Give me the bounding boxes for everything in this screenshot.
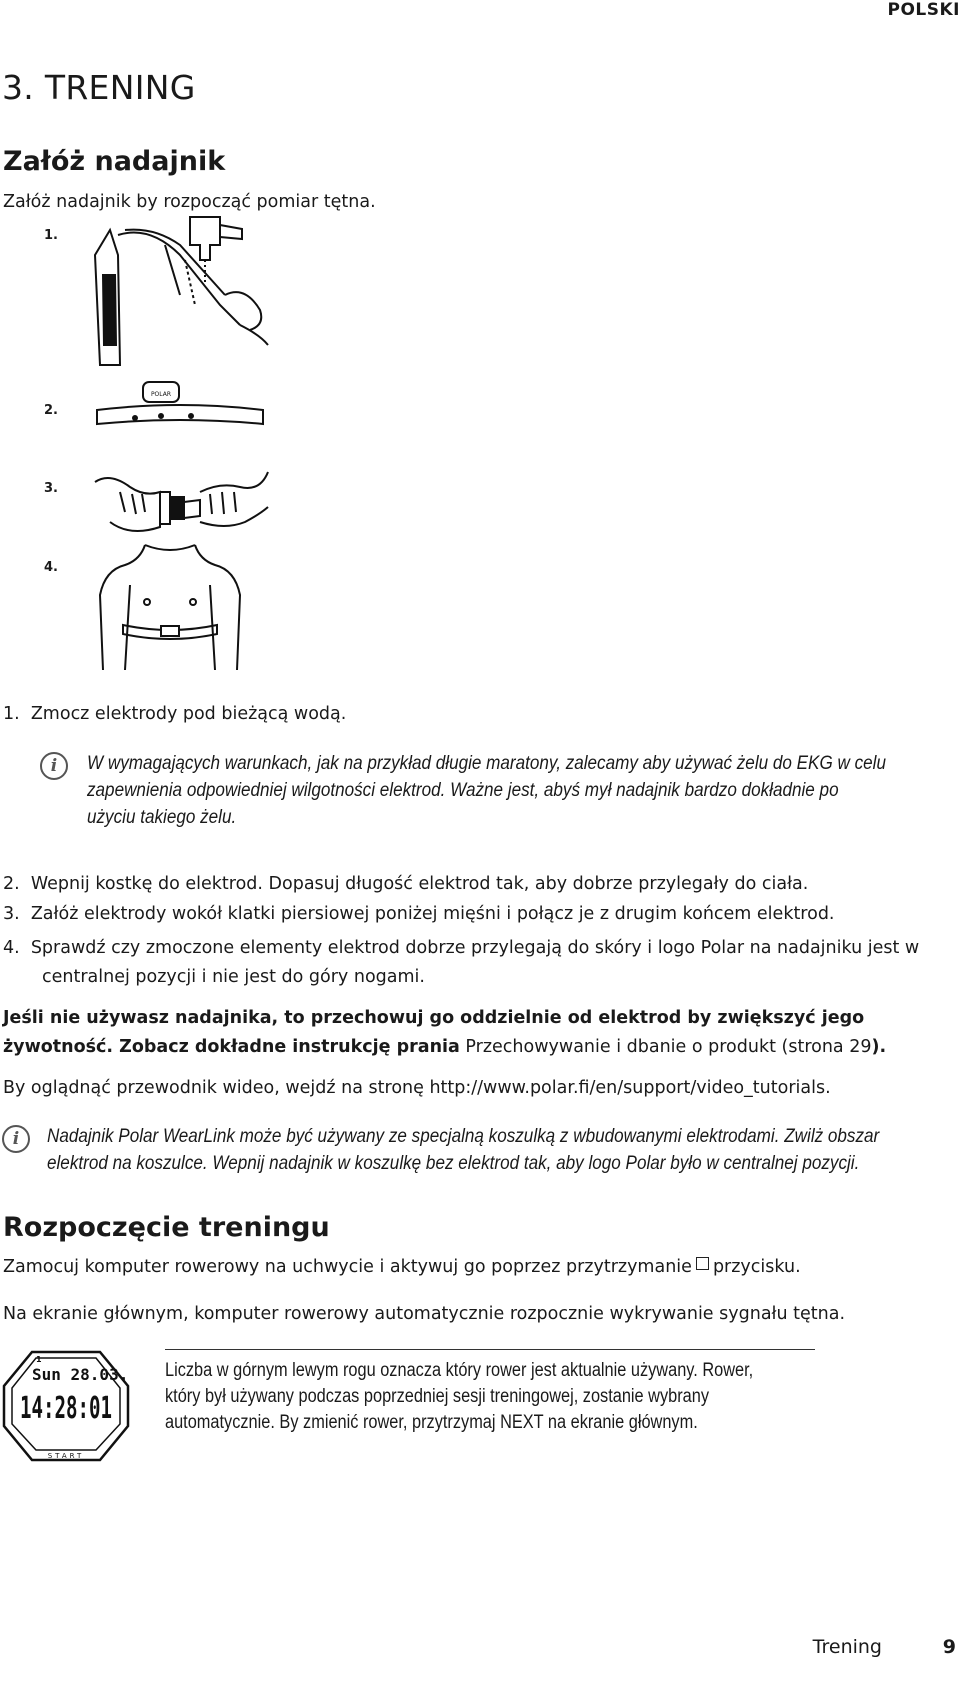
step-4: 4. Sprawdź czy zmoczone elementy elektrod dobrze przylegają do skóry i logo Polar na nadajniku jest w centralnej pozycji i nie jest do góry nogami.	[3, 938, 920, 987]
storage-instructions: Jeśli nie używasz nadajnika, to przechowuj go oddzielnie od elektrod by zwiększyć jego żywotność. Zobacz dokładne instrukcję prania Przechowywanie i dbanie o produkt (strona 29).	[3, 1008, 887, 1057]
figure-label-3: 3.	[44, 481, 58, 496]
svg-text:POLAR: POLAR	[150, 391, 172, 398]
intro-text: Załóż nadajnik by rozpocząć pomiar tętna.	[3, 192, 376, 212]
figure-label-1: 1.	[44, 228, 58, 243]
section-heading-transmitter: Załóż nadajnik	[3, 146, 226, 177]
step-3: 3. Załóż elektrody wokół klatki piersiowej poniżej mięśni i połącz je z drugim końcem elektrod.	[3, 904, 835, 924]
bike-number: 1	[36, 1355, 42, 1364]
language-label: POLSKI	[887, 0, 960, 20]
display-date: Sun 28.03.	[32, 1365, 129, 1384]
figure-label-2: 2.	[44, 403, 58, 418]
illustration-wet-electrodes	[70, 215, 270, 375]
page-number: 9	[942, 1636, 956, 1658]
video-link-text: By oglądnąć przewodnik wideo, wejdź na stronę http://www.polar.fi/en/support/video_tutorials.	[3, 1078, 831, 1098]
illustration-connect	[90, 452, 270, 542]
section-heading-training: Rozpoczęcie treningu	[3, 1212, 330, 1243]
note-shirt: Nadajnik Polar WearLink może być używany ze specjalną koszulką z wbudowanymi elektrodami. Zwilż obszar elektrod na koszulce. Wepnij nadajnik w koszulkę bez elektrod tak, aby logo Polar było w centralnej pozycji.	[47, 1126, 880, 1174]
main-screen-text: Na ekranie głównym, komputer rowerowy automatycznie rozpocznie wykrywanie sygnału tętna.	[3, 1304, 846, 1324]
chapter-title: 3. TRENING	[2, 68, 196, 107]
display-caption: Liczba w górnym lewym rogu oznacza który rower jest aktualnie używany. Rower, który był używany podczas poprzedniej sesji treningowej, zostanie wybrany automatycznie. By zmienić rower, przytrzymaj NEXT na ekranie głównym.	[165, 1360, 754, 1433]
illustration-torso	[95, 540, 245, 675]
button-square-icon	[696, 1257, 709, 1270]
note-gel: W wymagających warunkach, jak na przykład długie maratony, zalecamy aby używać żelu do EKG w celu zapewnienia odpowiedniej wilgotności elektrod. Ważne jest, abyś mył nadajnik bardzo dokładnie po użyciu takiego żelu.	[87, 753, 886, 828]
step-1: 1. Zmocz elektrody pod bieżącą wodą.	[3, 704, 347, 724]
display-time: 14:28:01	[20, 1391, 112, 1426]
caption-divider	[165, 1349, 815, 1350]
illustration-strap	[95, 380, 265, 440]
step-2: 2. Wepnij kostkę do elektrod. Dopasuj długość elektrod tak, aby dobrze przylegały do ciała.	[3, 874, 809, 894]
figure-label-4: 4.	[44, 560, 58, 575]
info-icon: i	[40, 752, 68, 780]
footer-section-title: Trening	[812, 1636, 882, 1658]
bike-computer-display	[2, 1350, 130, 1462]
mount-instruction: Zamocuj komputer rowerowy na uchwycie i aktywuj go poprzez przytrzymanie przycisku.	[3, 1257, 801, 1277]
info-icon: i	[2, 1125, 30, 1153]
display-start-label: START	[47, 1452, 85, 1460]
